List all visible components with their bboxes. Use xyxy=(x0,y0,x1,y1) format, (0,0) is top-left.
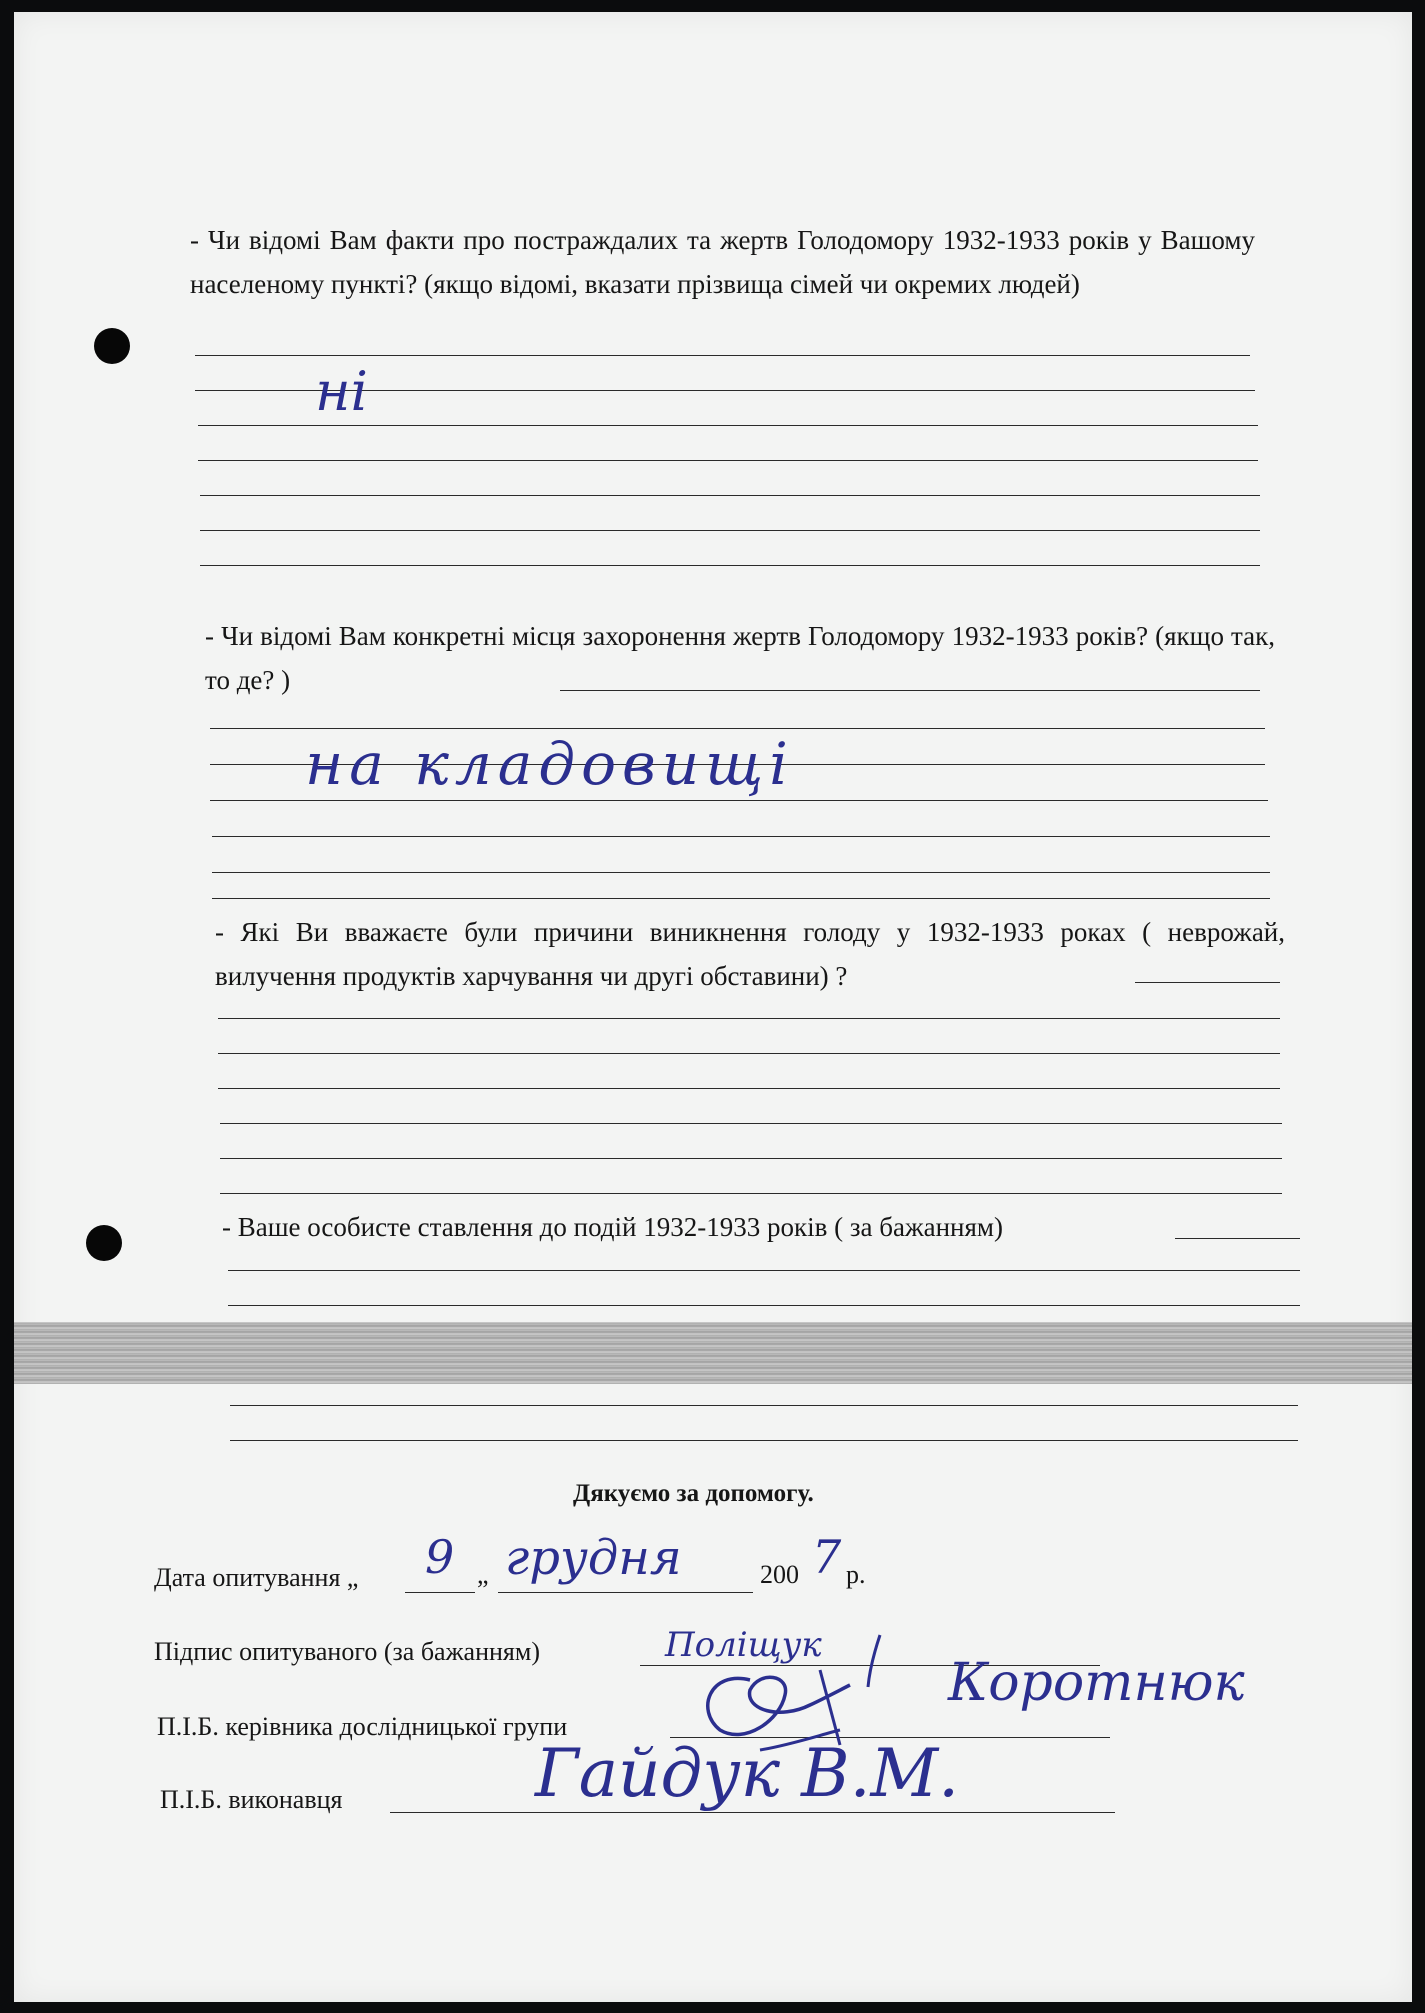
date-day-line xyxy=(405,1592,475,1593)
question-2-text: - Чи відомі Вам конкретні місця захоронення жертв Голодомору 1932-1933 років? (якщо так, то де? ) xyxy=(205,621,1275,695)
punch-hole-top xyxy=(94,328,130,364)
answer-line xyxy=(230,1440,1298,1441)
answer-line xyxy=(220,1193,1282,1194)
answer-line xyxy=(200,565,1260,566)
answer-line xyxy=(1175,1238,1300,1239)
survey-date-label: Дата опитування „ xyxy=(154,1563,359,1592)
question-3-text: - Які Ви вважаєте були причини виникнення голоду у 1932-1933 роках ( неврожай, вилучення продуктів харчування чи другі обставини) ? xyxy=(215,917,1285,991)
answer-line xyxy=(212,898,1270,899)
research-leader-label: П.І.Б. керівника дослідницької групи xyxy=(157,1712,568,1741)
answer-line xyxy=(218,1053,1280,1054)
punch-hole-bottom xyxy=(86,1225,122,1261)
answer-line xyxy=(218,1018,1280,1019)
research-leader-handwriting: Коротнюк xyxy=(948,1653,1245,1713)
answer-line xyxy=(212,872,1270,873)
answer-line xyxy=(228,1305,1300,1306)
executor-handwriting: Гайдук В.М. xyxy=(535,1735,960,1812)
answer-line xyxy=(200,495,1260,496)
date-day-handwriting: 9 xyxy=(425,1530,455,1584)
respondent-signature-label: Підпис опитуваного (за бажанням) xyxy=(154,1637,540,1666)
answer-line xyxy=(212,836,1270,837)
question-4-text: - Ваше особисте ставлення до подій 1932-1933 років ( за бажанням) xyxy=(222,1212,1003,1242)
date-separator: „ xyxy=(477,1560,489,1589)
answer-line xyxy=(230,1405,1298,1406)
answer-2-handwriting: на кладовищі xyxy=(305,730,794,798)
answer-line xyxy=(210,800,1268,801)
answer-line xyxy=(560,690,1260,691)
date-month-handwriting: грудня xyxy=(505,1530,682,1586)
date-year-digit-handwriting: 7 xyxy=(812,1530,842,1584)
thanks-heading: Дякуємо за допомогу. xyxy=(573,1480,814,1507)
respondent-signature-handwriting: Поліщук xyxy=(665,1625,822,1665)
answer-line xyxy=(220,1158,1282,1159)
answer-line xyxy=(218,1088,1280,1089)
answer-line xyxy=(200,530,1260,531)
date-year-suffix: р. xyxy=(846,1560,866,1589)
question-1-text: - Чи відомі Вам факти про постраждалих та жертв Голодомору 1932-1933 років у Вашому населеному пункті? (якщо відомі, вказати прізвища сімей чи окремих людей) xyxy=(190,225,1255,299)
photocopy-artifact-band xyxy=(14,1322,1412,1384)
executor-label: П.І.Б. виконавця xyxy=(160,1785,343,1814)
answer-line xyxy=(210,728,1265,729)
answer-line xyxy=(228,1270,1300,1271)
answer-line xyxy=(1135,982,1280,983)
executor-line xyxy=(390,1812,1115,1813)
answer-line xyxy=(195,355,1250,356)
answer-line xyxy=(220,1123,1282,1124)
date-year-prefix: 200 xyxy=(760,1560,799,1589)
answer-1-handwriting: ні xyxy=(315,360,368,423)
answer-line xyxy=(198,460,1258,461)
date-month-line xyxy=(498,1592,753,1593)
answer-line xyxy=(198,425,1258,426)
